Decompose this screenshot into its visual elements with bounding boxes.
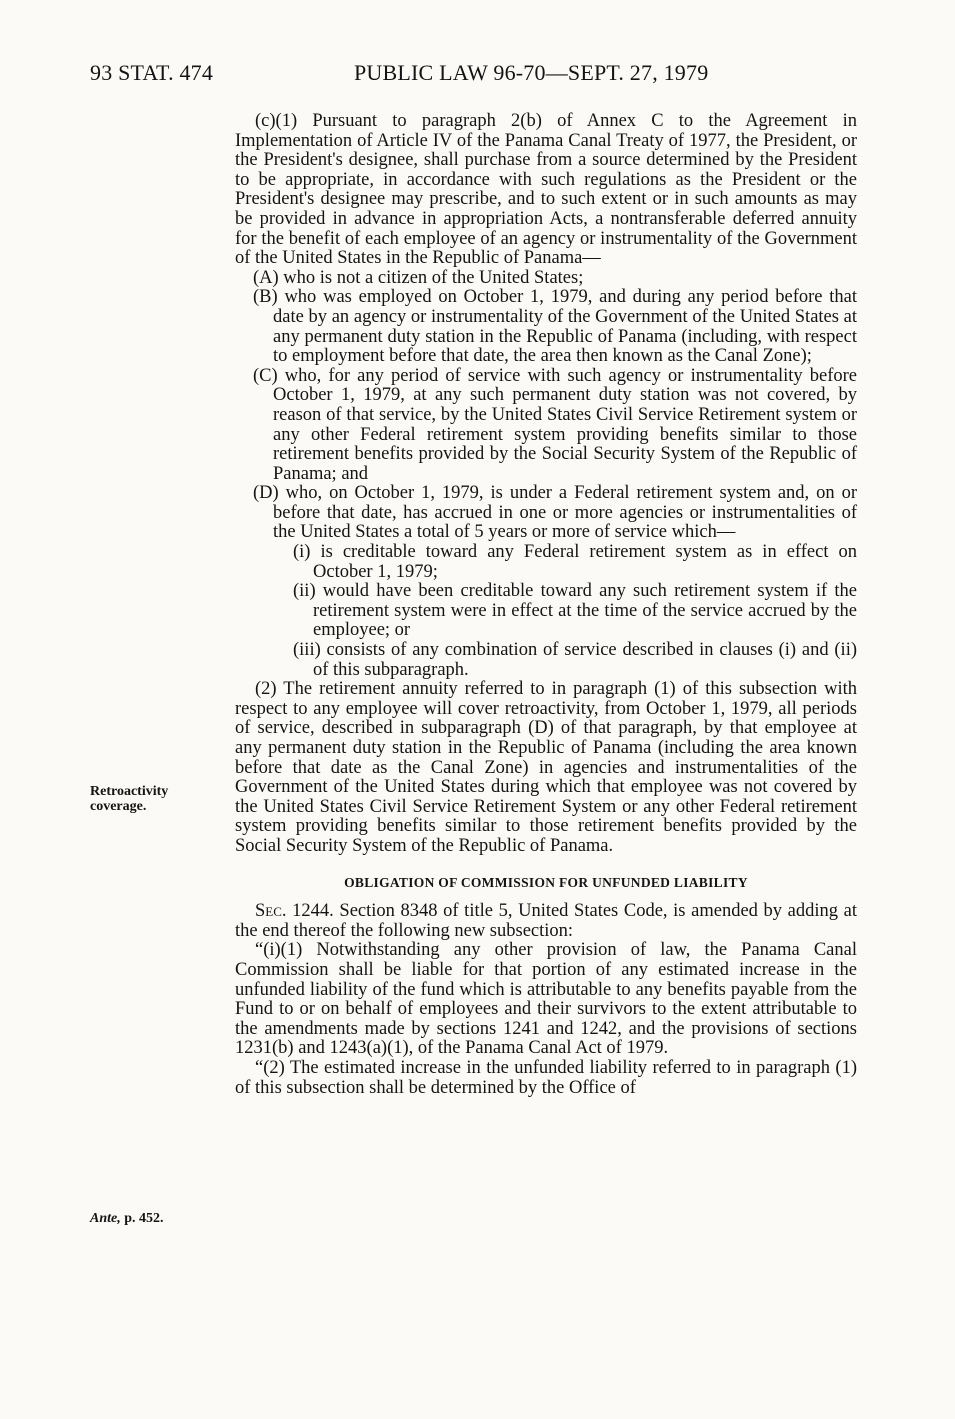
paragraph-c2: (2) The retirement annuity referred to in paragraph (1) of this subsection with respect to any employee will cover retroactivity, from October 1, 1979, all periods of service, described in subparagraph (D) of that paragraph, by that employee at any permanent duty station in the Republic of Panama (including the area known before that date as the Canal Zone) in agencies and instrumentalities of the Government of the United States during which that employee was not covered by the United States Civil Service Retirement System or any other Federal retirement system providing benefits similar to those retirement benefits provided by the Social Security System of the Republic of Panama. (235, 679, 857, 856)
subsection-i2: “(2) The estimated increase in the unfunded liability referred to in paragraph (1) of this subsection shall be determined by the Office of (235, 1057, 857, 1098)
subparagraph-c: (C) who, for any period of service with such agency or instrumentality before October 1, 1979, at any such permanent duty station was not covered, by reason of that service, by the United States Civil Service Retirement system or any other Federal retirement system providing benefits similar to those retirement benefits provided by the Social Security System of the Republic of Panama; and (253, 365, 857, 484)
subsection-i1: “(i)(1) Notwithstanding any other provision of law, the Panama Canal Commission shall be liable for that portion of any estimated increase in the unfunded liability of the fund which is attributable to any benefits payable from the Fund to or on behalf of employees and their survivors to the extent attributable to the amendments made by sections 1241 and 1242, and the provisions of sections 1231(b) and 1243(a)(1), of the Panama Canal Act of 1979. (235, 940, 857, 1059)
stat-citation: 93 STAT. 474 (90, 60, 214, 85)
subparagraph-a: (A) who is not a citizen of the United States; (253, 267, 584, 288)
subparagraph-b: (B) who was employed on October 1, 1979, and during any period before that date by an agency or instrumentality of the Government of the United States at any permanent duty station in the Republic of Panama (including, with respect to employment before that date, the area then known as the Canal Zone); (253, 287, 857, 367)
clause-iii: (iii) consists of any combination of service described in clauses (i) and (ii) of this subparagraph. (293, 640, 857, 680)
ante-page: p. 452. (124, 1211, 164, 1226)
section-heading: OBLIGATION OF COMMISSION FOR UNFUNDED LIABILITY (344, 874, 748, 890)
sec-label: Sec. (255, 901, 287, 922)
subparagraph-d: (D) who, on October 1, 1979, is under a Federal retirement system and, on or before that date, has accrued in one or more agencies or instrumentalities of the United States a total of 5 years or more of service which— (253, 483, 857, 543)
clause-ii: (ii) would have been creditable toward any such retirement system if the retirement system were in effect at the time of the service accrued by the employee; or (293, 581, 857, 641)
statute-body (235, 112, 857, 1098)
clause-i: (i) is creditable toward any Federal retirement system as in effect on October 1, 1979; (293, 542, 857, 582)
paragraph-c1: (c)(1) Pursuant to paragraph 2(b) of Annex C to the Agreement in Implementation of Article IV of the Panama Canal Treaty of 1977, the President, or the President's designee, shall purchase from a source determined by the President to be appropriate, in accordance with such regulations as the President or the President's designee may prescribe, and to such extent or in such amounts as may be provided in advance in appropriation Acts, a nontransferable deferred annuity for the benefit of each employee of an agency or instrumentality of the Government of the United States in the Republic of Panama— (235, 111, 857, 269)
public-law-title: PUBLIC LAW 96-70—SEPT. 27, 1979 (354, 60, 709, 85)
ante-label: Ante, (90, 1211, 121, 1226)
section-1244 (235, 902, 857, 941)
sec-text: 1244. Section 8348 of title 5, United States Code, is amended by adding at the end thereof the following new subsection: (235, 901, 857, 941)
margin-note-retroactivity: Retroactivity coverage. (90, 784, 169, 814)
page-header (0, 60, 955, 90)
margin-note-ante (90, 1211, 218, 1226)
